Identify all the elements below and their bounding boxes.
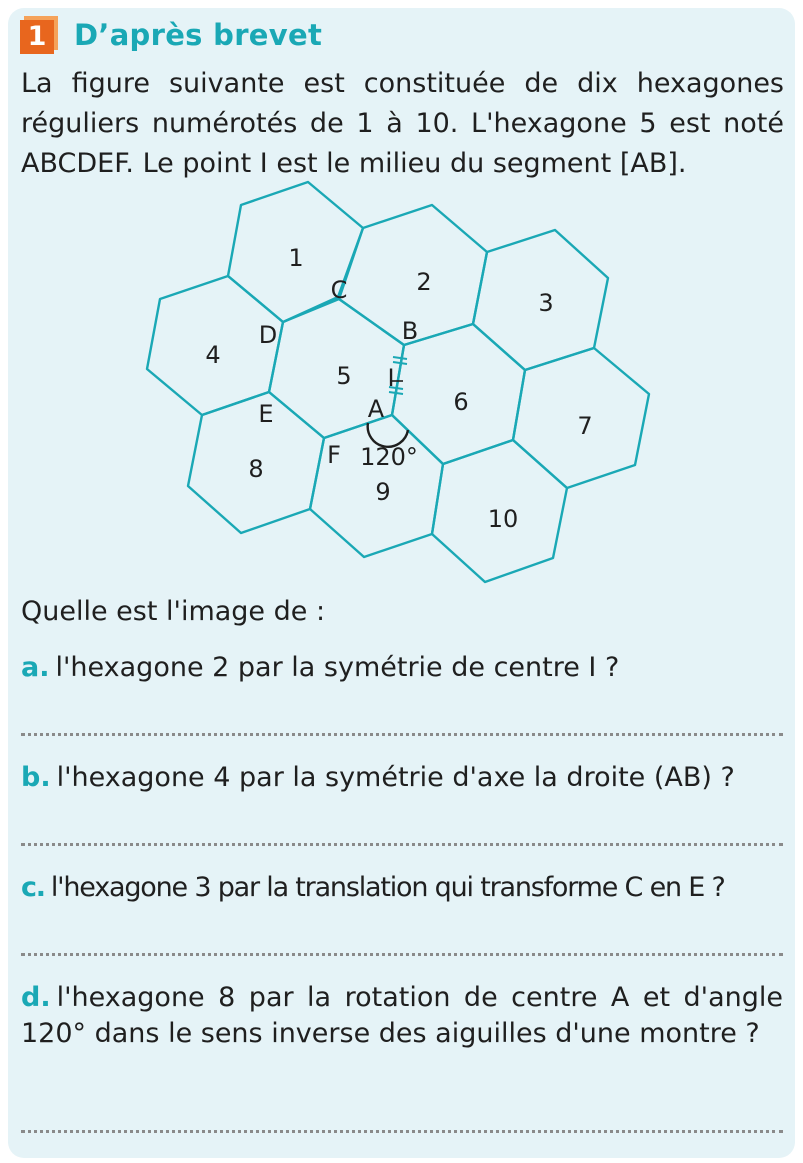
exercise-title: D’après brevet bbox=[74, 18, 323, 52]
point-label-a: A bbox=[367, 395, 385, 423]
point-label-e: E bbox=[258, 400, 274, 428]
hexagon-outlines bbox=[147, 182, 649, 582]
question-d-text: l'hexagone 8 par la rotation de centre A et d'angle 120° dans le sens inverse des aiguilles d'une montre ? bbox=[21, 982, 783, 1049]
hexagon-number-7: 7 bbox=[577, 412, 593, 440]
hexagon-number-9: 9 bbox=[375, 478, 391, 506]
question-b bbox=[21, 760, 783, 796]
exercise-statement: La figure suivante est constituée de dix hexagones réguliers numérotés de 1 à 10. L'hexagone 5 est noté ABCDEF. Le point I est le milieu du segment [AB]. bbox=[21, 68, 784, 179]
hexagon-number-10: 10 bbox=[487, 505, 519, 533]
question-b-text: l'hexagone 4 par la symétrie d'axe la droite (AB) ? bbox=[56, 762, 735, 793]
angle-label: 120° bbox=[360, 443, 418, 471]
exercise-number: 1 bbox=[20, 20, 54, 54]
point-label-i: I bbox=[387, 364, 395, 392]
answer-line-d[interactable] bbox=[21, 1130, 783, 1133]
question-c bbox=[21, 870, 783, 906]
answer-line-a[interactable] bbox=[21, 733, 783, 736]
answer-line-c[interactable] bbox=[21, 953, 783, 956]
question-b-label: b. bbox=[21, 762, 51, 793]
point-label-c: C bbox=[330, 276, 348, 304]
hexagon-number-2: 2 bbox=[416, 268, 432, 296]
question-a bbox=[21, 650, 783, 686]
hexagon-number-1: 1 bbox=[288, 244, 304, 272]
question-c-text: l'hexagone 3 par la translation qui transforme C en E ? bbox=[50, 872, 725, 903]
question-d bbox=[21, 980, 783, 1052]
hexagon-number-5: 5 bbox=[336, 362, 352, 390]
question-a-text: l'hexagone 2 par la symétrie de centre I ? bbox=[55, 652, 620, 683]
hexagon-number-6: 6 bbox=[453, 388, 469, 416]
questions-intro: Quelle est l'image de : bbox=[21, 596, 326, 627]
point-label-f: F bbox=[327, 441, 341, 469]
point-label-b: B bbox=[401, 317, 419, 345]
point-label-d: D bbox=[258, 321, 278, 349]
hexagon-number-8: 8 bbox=[248, 455, 264, 483]
question-c-label: c. bbox=[21, 872, 45, 903]
question-d-label: d. bbox=[21, 982, 51, 1013]
question-a-label: a. bbox=[21, 652, 50, 683]
hexagon-number-3: 3 bbox=[538, 289, 554, 317]
hexagon-number-4: 4 bbox=[205, 341, 221, 369]
answer-line-b[interactable] bbox=[21, 843, 783, 846]
